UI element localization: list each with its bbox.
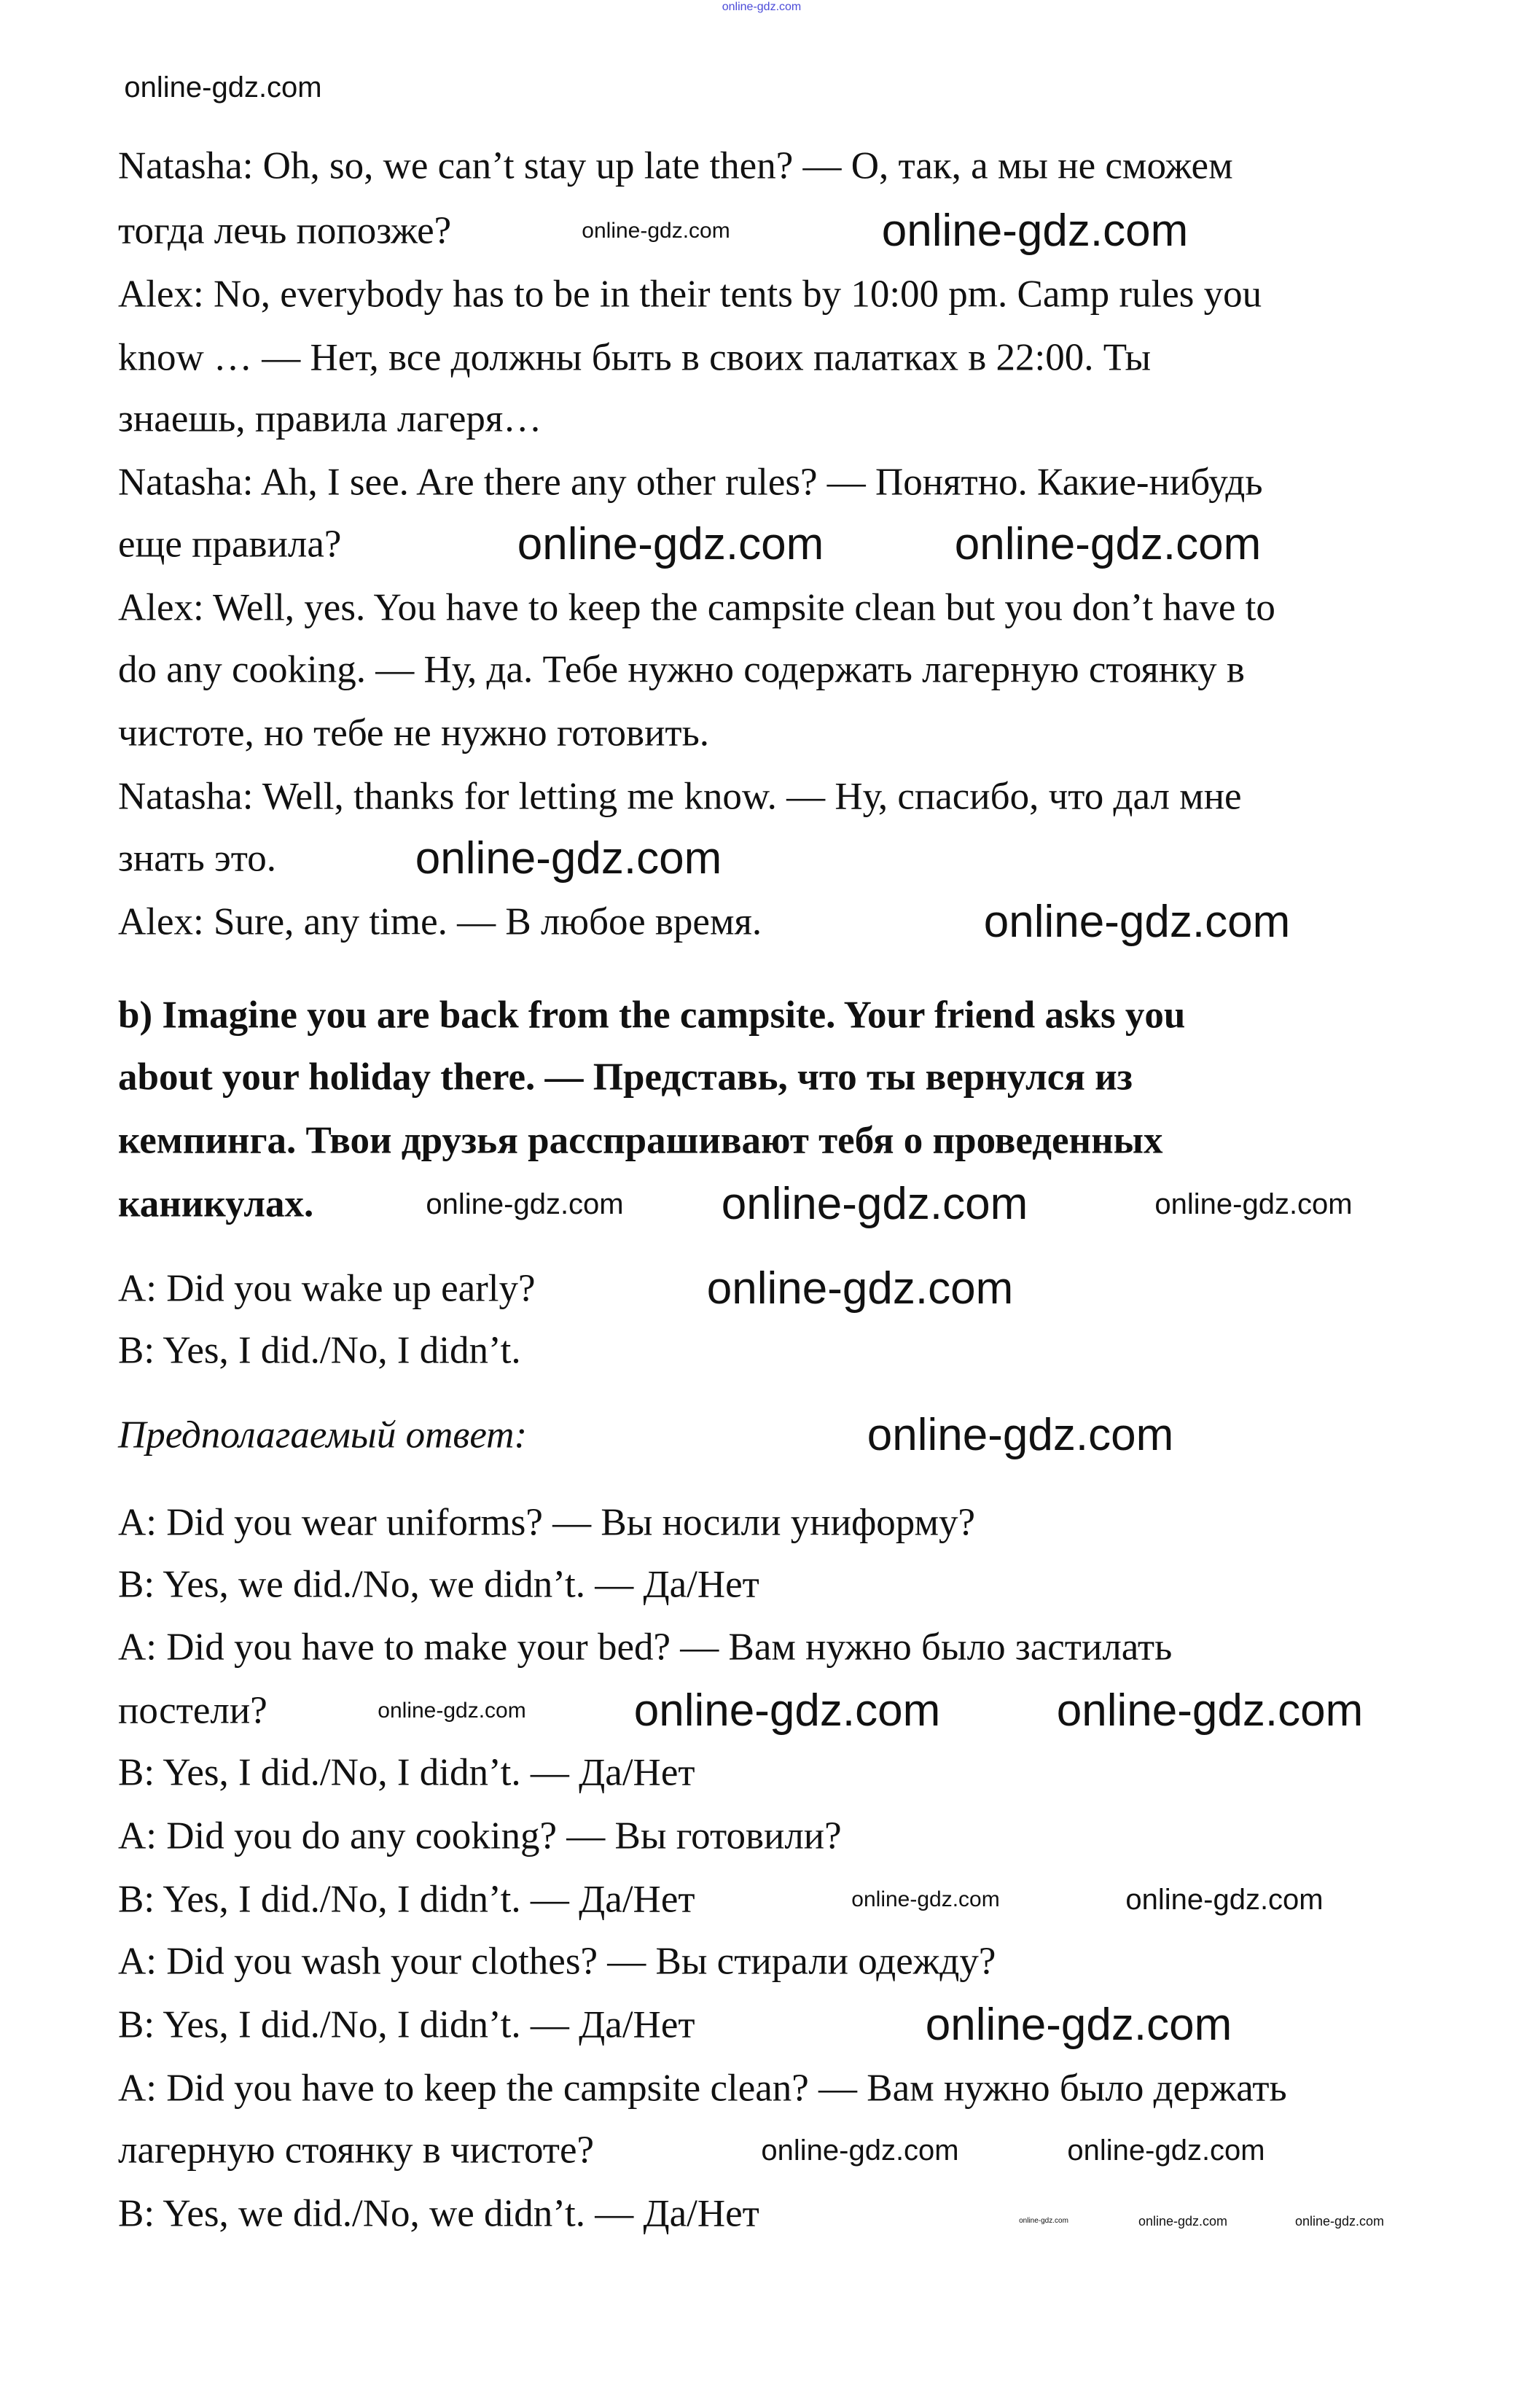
dialogue-line: Natasha: Ah, I see. Are there any other rules? — Понятно. Какие-нибудь: [118, 461, 1263, 504]
watermark: online-gdz.com: [954, 519, 1262, 569]
watermark: online-gdz.com: [706, 1263, 1014, 1314]
dialogue-line: Alex: No, everybody has to be in their tents by 10:00 pm. Camp rules you: [118, 273, 1262, 316]
watermark: online-gdz.com: [415, 833, 722, 884]
dialogue-line: знать это.: [118, 837, 276, 880]
dialogue-line: know … — Нет, все должны быть в своих палатках в 22:00. Ты: [118, 336, 1152, 379]
task-heading: кемпинга. Твои друзья расспрашивают тебя о проведенных: [118, 1119, 1163, 1162]
answer-line: B: Yes, I did./No, I didn’t. — Да/Нет: [118, 2003, 695, 2046]
answer-line: A: Did you wear uniforms? — Вы носили униформу?: [118, 1501, 976, 1544]
watermark: online-gdz.com: [761, 2134, 959, 2167]
dialogue-line: Natasha: Well, thanks for letting me know. — Ну, спасибо, что дал мне: [118, 775, 1242, 818]
answer-line: B: Yes, I did./No, I didn’t. — Да/Нет: [118, 1878, 695, 1921]
watermark: online-gdz.com: [881, 206, 1189, 256]
answer-line: B: Yes, we did./No, we didn’t. — Да/Нет: [118, 1563, 759, 1606]
answer-line: B: Yes, I did./No, I didn’t. — Да/Нет: [118, 1751, 695, 1794]
answer-line: лагерную стоянку в чистоте?: [118, 2129, 595, 2172]
watermark: online-gdz.com: [426, 1188, 624, 1220]
watermark: online-gdz.com: [983, 897, 1291, 947]
watermark: online-gdz.com: [721, 1179, 1028, 1229]
watermark: online-gdz.com: [1138, 2214, 1228, 2229]
dialogue-line: Alex: Well, yes. You have to keep the campsite clean but you don’t have to: [118, 586, 1275, 629]
watermark: online-gdz.com: [867, 1410, 1174, 1460]
dialogue-line: еще правила?: [118, 523, 342, 566]
task-heading: about your holiday there. — Представь, что ты вернулся из: [118, 1056, 1133, 1099]
watermark: online-gdz.com: [1294, 2214, 1385, 2229]
dialogue-line: Alex: Sure, any time. — В любое время.: [118, 900, 762, 943]
watermark: online-gdz.com: [1125, 1884, 1324, 1916]
example-line: B: Yes, I did./No, I didn’t.: [118, 1329, 521, 1372]
answer-line: B: Yes, we did./No, we didn’t. — Да/Нет: [118, 2192, 759, 2235]
watermark: online-gdz.com: [582, 219, 730, 243]
watermark: online-gdz.com: [1019, 2217, 1068, 2225]
answer-line: A: Did you wash your clothes? — Вы стирали одежду?: [118, 1940, 996, 1983]
watermark: online-gdz.com: [1154, 1188, 1353, 1220]
dialogue-line: do any cooking. — Ну, да. Тебе нужно содержать лагерную стоянку в: [118, 648, 1245, 691]
answer-line: A: Did you have to make your bed? — Вам нужно было застилать: [118, 1626, 1173, 1669]
dialogue-line: знаешь, правила лагеря…: [118, 397, 542, 440]
watermark: online-gdz.com: [124, 71, 322, 104]
watermark: online-gdz.com: [925, 2000, 1232, 2050]
task-heading: каникулах.: [118, 1182, 314, 1225]
watermark: online-gdz.com: [517, 519, 824, 569]
example-line: A: Did you wake up early?: [118, 1267, 536, 1310]
watermark: online-gdz.com: [633, 1685, 941, 1736]
dialogue-line: тогда лечь попозже?: [118, 209, 452, 252]
watermark: online-gdz.com: [1056, 1685, 1364, 1736]
answer-label: Предполагаемый ответ:: [118, 1414, 528, 1457]
watermark: online-gdz.com: [722, 1, 802, 13]
watermark: online-gdz.com: [851, 1887, 1000, 1911]
watermark: online-gdz.com: [378, 1699, 526, 1723]
answer-line: A: Did you have to keep the campsite clean? — Вам нужно было держать: [118, 2067, 1287, 2110]
answer-line: A: Did you do any cooking? — Вы готовили?: [118, 1814, 842, 1857]
dialogue-line: чистоте, но тебе не нужно готовить.: [118, 711, 710, 755]
dialogue-line: Natasha: Oh, so, we can’t stay up late then? — О, так, а мы не сможем: [118, 144, 1233, 187]
task-heading: b) Imagine you are back from the campsite. Your friend asks you: [118, 994, 1186, 1037]
watermark: online-gdz.com: [1067, 2134, 1265, 2167]
answer-line: постели?: [118, 1689, 267, 1732]
